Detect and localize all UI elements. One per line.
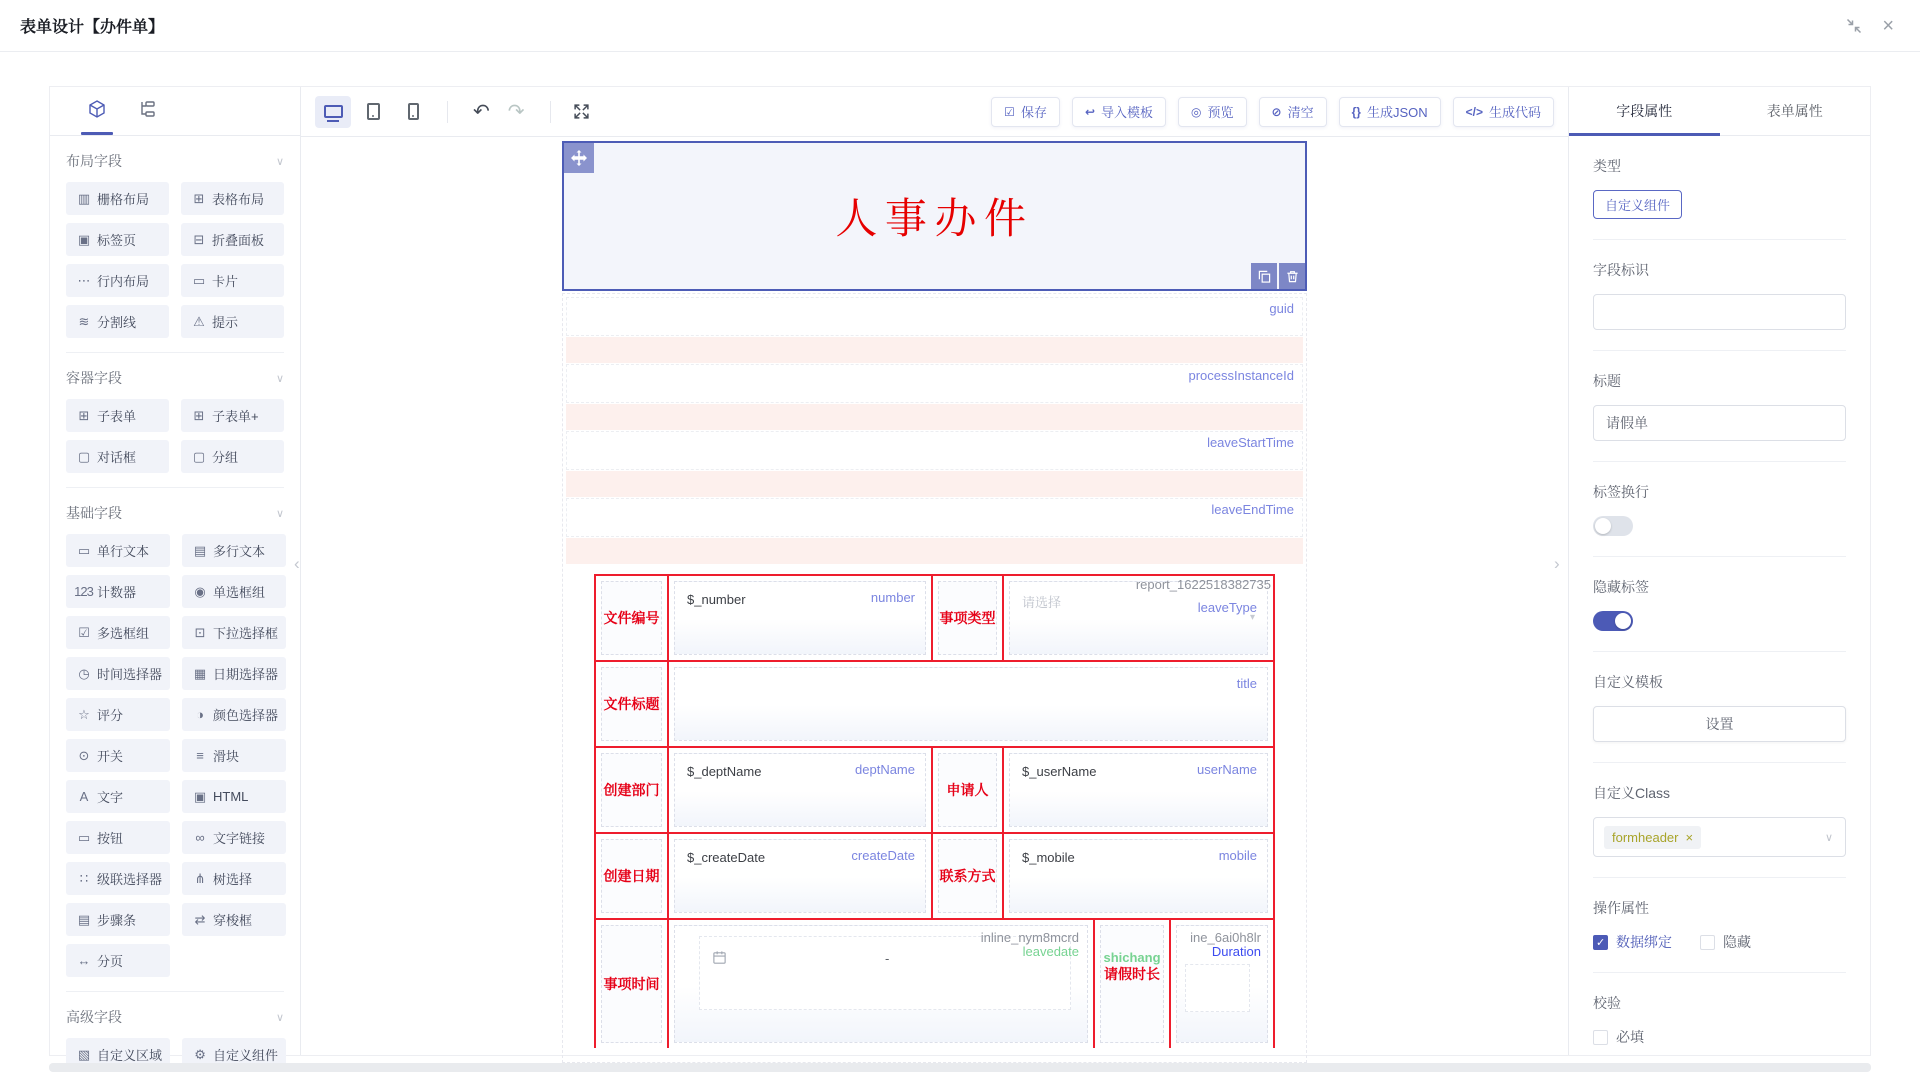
component-group-title[interactable] (66, 357, 284, 399)
duration-input[interactable] (1185, 964, 1250, 1012)
component-label: 对话框 (97, 450, 137, 465)
component-label: 下拉选择框 (213, 626, 279, 641)
label-cell[interactable] (933, 576, 1004, 662)
component-label: 行内布局 (97, 274, 150, 289)
component-icon: ⇄ (194, 911, 205, 927)
field-label: 请假时长 (1104, 966, 1160, 982)
component-label: 单行文本 (97, 544, 150, 559)
field-name-label: leaveType (1197, 600, 1257, 615)
hide-checkbox[interactable] (1700, 932, 1751, 952)
field-value: $_deptName (687, 764, 762, 779)
component-label: 开关 (97, 749, 124, 764)
toolbar-button-icon: ☑ (1004, 104, 1015, 119)
component-label: 多行文本 (213, 544, 266, 559)
spacer-row (566, 337, 1303, 363)
component-icon: ⊡ (194, 624, 205, 640)
component-icon: ▭ (77, 829, 90, 845)
field-name-label: Duration (1211, 944, 1261, 959)
toolbar-button-label: 清空 (1287, 105, 1314, 120)
component-group-title[interactable] (66, 140, 284, 182)
component-label: 滑块 (213, 749, 240, 764)
component-icon: ⊞ (193, 407, 204, 423)
type-badge: 自定义组件 (1593, 190, 1682, 219)
field-name-label: shichang (1103, 950, 1161, 965)
field-name-label: guid (1269, 301, 1294, 316)
properties-panel (1568, 87, 1870, 1055)
component-icon: ∞ (195, 830, 204, 845)
toolbar-button[interactable] (991, 97, 1060, 127)
component-item[interactable] (182, 534, 286, 567)
class-tag (1604, 826, 1701, 849)
component-item[interactable] (182, 739, 286, 772)
component-item[interactable] (66, 182, 169, 215)
component-icon: ⊞ (193, 190, 204, 206)
component-item[interactable] (66, 440, 169, 473)
spacer-row (566, 538, 1303, 564)
field-label: 申请人 (946, 782, 989, 798)
field-name-label: deptName (855, 762, 915, 777)
collapse-right-panel-handle[interactable]: › (1554, 554, 1560, 573)
field-label: 创建日期 (603, 868, 660, 884)
window-actions (1846, 0, 1894, 51)
select-placeholder: 请选择 (1022, 595, 1062, 610)
component-label: 提示 (212, 315, 239, 330)
field-name-label: leaveEndTime (1211, 502, 1294, 517)
date-range-picker[interactable] (699, 936, 1071, 1010)
field-label: 文件编号 (603, 610, 660, 626)
field-cell[interactable] (669, 834, 933, 920)
component-item[interactable] (66, 223, 169, 256)
group-title-text: 高级字段 (66, 1009, 122, 1025)
component-group-title[interactable] (66, 492, 284, 534)
hidden-field-row[interactable] (566, 498, 1303, 537)
group-title-text: 基础字段 (66, 505, 122, 521)
divider (1593, 556, 1846, 557)
component-icon: ⋔ (194, 870, 205, 886)
label-cell[interactable] (596, 662, 669, 748)
component-item[interactable] (66, 534, 170, 567)
component-item[interactable] (182, 698, 286, 731)
component-item[interactable] (182, 616, 286, 649)
component-item[interactable] (181, 399, 284, 432)
component-label: 折叠面板 (212, 233, 265, 248)
divider (1593, 762, 1846, 763)
table-row (596, 662, 1275, 748)
designer-frame (49, 86, 1871, 1063)
component-icon: ▢ (192, 448, 205, 464)
component-items (66, 534, 284, 977)
component-icon: ▥ (77, 190, 90, 206)
table-row (596, 834, 1275, 920)
checkbox-icon (1700, 935, 1715, 950)
custom-class-label: 自定义Class (1593, 785, 1671, 801)
horizontal-scrollbar[interactable] (49, 1063, 1871, 1072)
calendar-icon (712, 950, 727, 965)
properties-tabs (1569, 87, 1870, 136)
phone-icon (408, 103, 419, 120)
checkbox-icon (1593, 935, 1608, 950)
table-row (596, 920, 1275, 1048)
component-items (66, 399, 284, 473)
cube-icon (87, 99, 107, 124)
component-item[interactable] (66, 780, 170, 813)
component-label: 多选框组 (97, 626, 150, 641)
hidden-field-row[interactable] (566, 297, 1303, 336)
palette-tabs (50, 87, 300, 136)
toolbar-button-label: 生成代码 (1488, 105, 1541, 120)
container-name-label: inline_nym8mcrd (980, 930, 1079, 945)
toolbar-button[interactable] (1259, 97, 1327, 127)
component-item[interactable] (181, 223, 284, 256)
field-cell[interactable] (1171, 920, 1275, 1048)
field-name-label: leavedate (1022, 944, 1079, 959)
component-item[interactable] (66, 739, 170, 772)
component-group-title[interactable] (66, 996, 284, 1038)
component-icon: ▣ (193, 788, 206, 804)
window-title: 表单设计【办件单】 (20, 19, 165, 36)
label-wrap-toggle[interactable] (1593, 516, 1633, 536)
delete-icon[interactable] (1279, 263, 1305, 289)
component-label: 文字 (97, 790, 124, 805)
component-icon: ▢ (77, 448, 90, 464)
component-actions (1251, 263, 1305, 289)
component-icon: ≋ (78, 313, 89, 329)
label-cell[interactable] (1095, 920, 1171, 1048)
field-name-label: processInstanceId (1188, 368, 1294, 383)
toolbar-button[interactable] (1339, 97, 1441, 127)
move-handle-icon[interactable] (564, 143, 594, 173)
component-icon: ↔ (77, 953, 90, 968)
component-item[interactable] (181, 182, 284, 215)
divider (1593, 350, 1846, 351)
tab-outline[interactable] (122, 87, 172, 135)
phone-view-button[interactable] (395, 96, 431, 128)
class-tag-text: formheader (1612, 829, 1679, 845)
label-wrap-label: 标签换行 (1593, 484, 1649, 500)
field-value: $_number (687, 592, 746, 607)
component-item[interactable] (66, 616, 170, 649)
component-label: 子表单 (97, 409, 137, 424)
divider (1593, 877, 1846, 878)
form-page (562, 141, 1307, 1032)
component-label: 步骤条 (97, 913, 137, 928)
report-table[interactable] (594, 574, 1275, 1048)
component-label: 卡片 (212, 274, 239, 289)
component-label: 日期选择器 (213, 667, 279, 682)
field-value: $_mobile (1022, 850, 1075, 865)
component-icon: ◉ (194, 583, 205, 599)
component-item[interactable] (66, 698, 170, 731)
component-item[interactable] (181, 440, 284, 473)
divider (1593, 461, 1846, 462)
tablet-view-button[interactable] (355, 96, 391, 128)
component-item[interactable] (182, 575, 286, 608)
design-canvas[interactable] (301, 137, 1568, 1055)
component-icon: ∷ (79, 870, 88, 886)
date-range-cell[interactable] (669, 920, 1095, 1048)
field-value: $_userName (1022, 764, 1097, 779)
component-icon: ◑ (196, 707, 203, 722)
component-label: 树选择 (213, 872, 253, 887)
checkbox-label: 数据绑定 (1616, 934, 1672, 950)
component-group (66, 353, 284, 488)
custom-template-label: 自定义模板 (1593, 674, 1663, 690)
field-label: 事项时间 (603, 976, 660, 992)
chevron-down-icon: ∨ (275, 372, 284, 385)
component-item[interactable] (66, 821, 170, 854)
component-icon: ◷ (78, 665, 89, 681)
remove-tag-icon[interactable]: × (1685, 829, 1694, 845)
component-item[interactable] (182, 821, 286, 854)
component-label: 单选框组 (213, 585, 266, 600)
component-item[interactable] (66, 862, 170, 895)
hide-label-toggle[interactable] (1593, 611, 1633, 631)
label-cell[interactable] (596, 834, 669, 920)
divider (1593, 239, 1846, 240)
component-label: 自定义区域 (97, 1048, 163, 1063)
component-label: 分页 (97, 954, 124, 969)
field-label: 联系方式 (939, 868, 996, 884)
table-row (596, 748, 1275, 834)
component-icon: A (79, 789, 88, 804)
component-icon: ▤ (193, 542, 206, 558)
field-name-label: leaveStartTime (1207, 435, 1294, 450)
form-fields-region (562, 293, 1307, 1063)
data-bind-checkbox[interactable] (1593, 932, 1672, 952)
toolbar-button[interactable] (1072, 97, 1166, 127)
settings-button[interactable]: 设置 (1593, 706, 1846, 742)
component-label: 计数器 (97, 585, 137, 600)
hidden-field-row[interactable] (566, 364, 1303, 403)
component-item[interactable] (182, 780, 286, 813)
container-name-label: ine_6ai0h8lr (1190, 930, 1261, 945)
field-cell[interactable] (669, 748, 933, 834)
operation-props-label: 操作属性 (1593, 900, 1649, 916)
component-item[interactable] (182, 657, 286, 690)
field-label: 文件标题 (603, 696, 660, 712)
chevron-down-icon: ∨ (275, 1011, 284, 1024)
desktop-view-button[interactable] (315, 96, 351, 128)
component-item[interactable] (66, 399, 169, 432)
toolbar-button[interactable] (1178, 97, 1247, 127)
component-item[interactable] (181, 305, 284, 338)
chevron-down-icon: ∨ (275, 507, 284, 520)
field-label: 创建部门 (603, 782, 660, 798)
component-label: 自定义组件 (213, 1048, 279, 1063)
field-value: $_createDate (687, 850, 766, 865)
toolbar-button-icon: ◎ (1191, 104, 1202, 119)
validation-checkboxes (1593, 1027, 1846, 1047)
chevron-down-icon: ∨ (275, 155, 284, 168)
component-label: 穿梭框 (213, 913, 253, 928)
component-item[interactable] (66, 657, 170, 690)
component-item[interactable] (182, 903, 286, 936)
tab-components[interactable] (72, 87, 122, 135)
component-items (66, 182, 284, 338)
component-label: HTML (213, 789, 249, 804)
component-item[interactable] (66, 575, 170, 608)
component-item[interactable] (66, 903, 170, 936)
component-label: 评分 (97, 708, 124, 723)
table-name-label: report_1622518382735 (1135, 577, 1271, 592)
toolbar-button-icon: {} (1351, 104, 1361, 119)
type-label: 类型 (1593, 158, 1621, 174)
label-cell[interactable] (596, 748, 669, 834)
toolbar-button[interactable] (1453, 97, 1554, 127)
toolbar-button-label: 保存 (1020, 105, 1047, 120)
toolbar-button-label: 生成JSON (1366, 105, 1428, 120)
tab-form-properties[interactable]: 表单属性 (1766, 103, 1823, 119)
tablet-icon (367, 103, 380, 120)
redo-icon[interactable]: ↷ (507, 100, 525, 123)
component-label: 栅格布局 (97, 192, 150, 207)
toolbar-button-icon: ⊘ (1271, 104, 1282, 119)
label-cell[interactable] (596, 920, 669, 1048)
field-cell[interactable] (669, 662, 1275, 748)
field-id-label: 字段标识 (1593, 262, 1649, 278)
checkbox-label: 隐藏 (1723, 934, 1751, 950)
component-icon: ⊞ (78, 407, 89, 423)
spacer-row (566, 404, 1303, 430)
component-label: 子表单+ (212, 409, 259, 424)
component-label: 表格布局 (212, 192, 265, 207)
field-name-label: mobile (1218, 848, 1257, 863)
group-title-text: 容器字段 (66, 370, 122, 386)
component-label: 按钮 (97, 831, 124, 846)
component-icon: ⋯ (77, 272, 90, 288)
canvas-toolbar (301, 87, 1568, 137)
component-label: 标签页 (97, 233, 137, 248)
component-icon: ▣ (77, 231, 90, 247)
titlebar (0, 0, 1920, 52)
component-item[interactable] (66, 305, 169, 338)
toolbar-button-label: 导入模板 (1101, 105, 1154, 120)
fullscreen-icon[interactable] (573, 103, 590, 120)
hide-label-label: 隐藏标签 (1593, 579, 1649, 595)
required-checkbox[interactable] (1593, 1027, 1644, 1047)
divider (1593, 651, 1846, 652)
device-switcher (315, 96, 431, 128)
copy-icon[interactable] (1251, 263, 1277, 289)
component-icon: ⚙ (194, 1046, 205, 1062)
component-item[interactable] (66, 944, 170, 977)
component-palette (50, 87, 301, 1063)
component-icon: ▭ (192, 272, 205, 288)
form-title-text: 人事办件 (835, 195, 1034, 242)
component-icon: ⚠ (193, 313, 204, 329)
custom-class-select[interactable] (1593, 817, 1846, 857)
divider (550, 101, 551, 123)
collapse-left-panel-handle[interactable]: ‹ (294, 554, 300, 573)
collapse-window-icon[interactable] (1846, 18, 1862, 34)
title-label: 标题 (1593, 373, 1621, 389)
component-label: 级联选择器 (97, 872, 163, 887)
date-separator: - (885, 951, 890, 966)
component-label: 文字链接 (213, 831, 266, 846)
label-cell[interactable] (933, 834, 1004, 920)
label-cell[interactable] (933, 748, 1004, 834)
label-cell[interactable] (596, 576, 669, 662)
checkbox-icon (1593, 1030, 1608, 1045)
title-input[interactable] (1593, 405, 1846, 441)
component-label: 分割线 (97, 315, 137, 330)
component-item[interactable] (181, 264, 284, 297)
chevron-down-icon: ∨ (1824, 831, 1833, 844)
component-label: 时间选择器 (97, 667, 163, 682)
toolbar-button-icon: </> (1465, 104, 1483, 119)
monitor-icon (324, 105, 343, 118)
component-group (66, 136, 284, 353)
checkbox-label: 必填 (1616, 1029, 1644, 1045)
divider (1593, 972, 1846, 973)
validation-label: 校验 (1593, 995, 1621, 1011)
palette-groups (50, 136, 300, 1085)
field-name-label: userName (1197, 762, 1257, 777)
operation-checkboxes (1593, 932, 1846, 952)
group-title-text: 布局字段 (66, 153, 122, 169)
component-icon: ▧ (77, 1046, 90, 1062)
component-icon: ☑ (78, 624, 89, 640)
hidden-field-row[interactable] (566, 431, 1303, 470)
outline-tree-icon (138, 100, 156, 123)
spacer-row (566, 471, 1303, 497)
component-icon: ▭ (77, 542, 90, 558)
undo-icon[interactable]: ↶ (473, 100, 490, 123)
component-item[interactable] (66, 264, 169, 297)
component-label: 分组 (212, 450, 239, 465)
component-icon: ≡ (196, 748, 203, 763)
component-icon: ⊙ (78, 747, 89, 763)
field-label: 事项类型 (939, 610, 996, 626)
toolbar-button-icon: ↩ (1084, 104, 1096, 119)
tab-field-properties[interactable]: 字段属性 (1569, 87, 1720, 135)
field-cell[interactable] (669, 576, 933, 662)
properties-body (1569, 136, 1870, 1068)
chevron-down-icon: ▾ (1249, 612, 1255, 623)
field-name-label: number (870, 590, 915, 605)
component-item[interactable] (182, 862, 286, 895)
component-group (66, 488, 284, 992)
field-id-input[interactable] (1593, 294, 1846, 330)
component-icon: ☆ (78, 706, 89, 722)
toolbar-button-label: 预览 (1207, 105, 1234, 120)
field-cell[interactable] (1004, 834, 1275, 920)
divider (447, 101, 448, 123)
component-label: 颜色选择器 (213, 708, 279, 723)
form-header-component[interactable] (562, 141, 1307, 291)
designer-center (301, 87, 1568, 1055)
component-icon: 123 (74, 584, 93, 599)
field-name-label: createDate (851, 848, 915, 863)
component-icon: ▤ (77, 911, 90, 927)
component-icon: ⊟ (193, 231, 204, 247)
close-icon[interactable]: × (1882, 14, 1894, 37)
field-name-label: title (1236, 676, 1257, 691)
component-icon: ▦ (193, 665, 206, 681)
field-cell[interactable] (1004, 748, 1275, 834)
